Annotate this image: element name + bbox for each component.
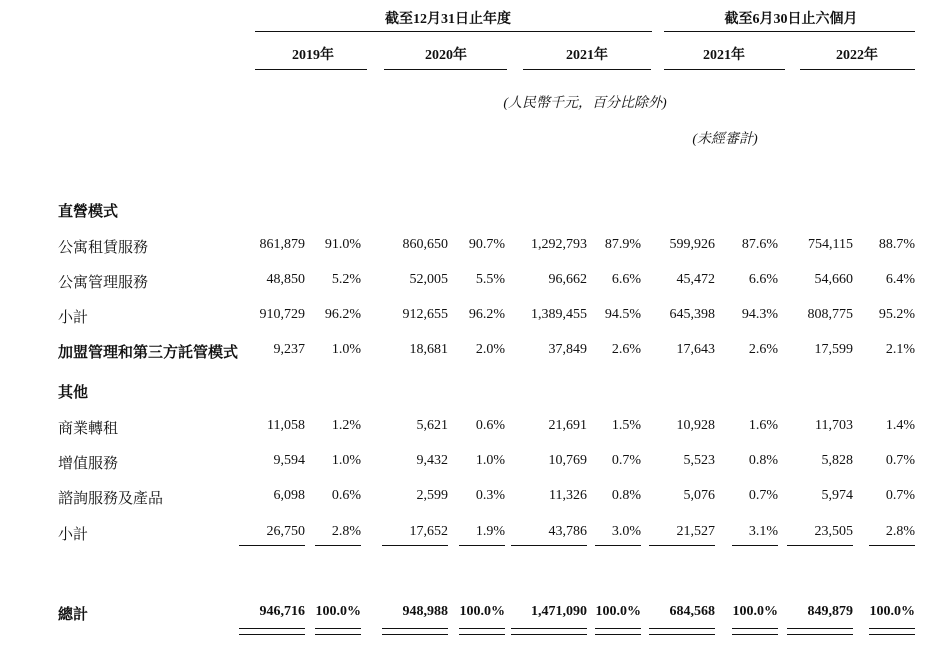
header-group2-rule	[664, 31, 915, 32]
total-2021h1-pct: 100.0%	[732, 604, 778, 619]
cell-2019-amount: 48,850	[266, 272, 305, 287]
year-rule-2021-interim	[664, 69, 785, 70]
row-label: 商業轉租	[58, 421, 119, 437]
total-2020-amount: 948,988	[402, 604, 448, 619]
cell-2019-amount: 9,594	[273, 453, 305, 468]
header-year-2022: 2022年	[836, 48, 878, 63]
cell-2020-pct: 1.0%	[475, 453, 505, 468]
total-double-underline-top	[869, 628, 915, 629]
cell-2019-amount: 9,237	[273, 342, 305, 357]
total-double-underline-bottom	[787, 634, 853, 635]
total-double-underline-bottom	[869, 634, 915, 635]
total-double-underline-top	[315, 628, 361, 629]
header-year-2021: 2021年	[566, 48, 608, 63]
cell-2021-amount: 37,849	[548, 342, 587, 357]
subtotal-underline	[459, 545, 505, 546]
cell-2022h1-amount: 54,660	[814, 272, 853, 287]
cell-2019-amount: 26,750	[266, 524, 305, 539]
cell-2019-amount: 6,098	[273, 488, 305, 503]
cell-2020-pct: 0.3%	[475, 488, 505, 503]
year-rule-2022	[800, 69, 915, 70]
row-label: 公寓管理服務	[58, 275, 149, 291]
cell-2020-amount: 860,650	[402, 237, 448, 252]
subtotal-underline	[787, 545, 853, 546]
total-double-underline-top	[787, 628, 853, 629]
cell-2020-amount: 17,652	[409, 524, 448, 539]
cell-2022h1-amount: 808,775	[807, 307, 853, 322]
header-year-2021-interim: 2021年	[703, 48, 745, 63]
cell-2022h1-pct: 2.8%	[885, 524, 915, 539]
cell-2021h1-pct: 94.3%	[741, 307, 778, 322]
cell-2021h1-amount: 645,398	[669, 307, 715, 322]
cell-2022h1-amount: 11,703	[815, 418, 853, 433]
cell-2019-pct: 1.2%	[331, 418, 361, 433]
cell-2022h1-amount: 5,828	[821, 453, 853, 468]
cell-2021h1-pct: 0.7%	[748, 488, 778, 503]
total-double-underline-bottom	[732, 634, 778, 635]
cell-2021-amount: 1,292,793	[531, 237, 587, 252]
header-year-2019: 2019年	[292, 48, 334, 63]
cell-2019-amount: 861,879	[259, 237, 305, 252]
cell-2020-amount: 9,432	[416, 453, 448, 468]
total-2019-amount: 946,716	[259, 604, 305, 619]
row-label: 諮詢服務及產品	[58, 491, 164, 507]
total-double-underline-top	[459, 628, 505, 629]
cell-2022h1-pct: 0.7%	[885, 453, 915, 468]
cell-2021h1-pct: 3.1%	[748, 524, 778, 539]
cell-2021h1-amount: 45,472	[676, 272, 715, 287]
cell-2020-pct: 1.9%	[475, 524, 505, 539]
cell-2022h1-pct: 1.4%	[885, 418, 915, 433]
cell-2021-amount: 11,326	[549, 488, 587, 503]
cell-2021-pct: 0.8%	[611, 488, 641, 503]
cell-2021-pct: 87.9%	[604, 237, 641, 252]
cell-2020-amount: 2,599	[416, 488, 448, 503]
total-double-underline-bottom	[595, 634, 641, 635]
cell-2021-pct: 3.0%	[611, 524, 641, 539]
subtotal-underline	[382, 545, 448, 546]
total-2021-pct: 100.0%	[595, 604, 641, 619]
year-rule-2020	[384, 69, 507, 70]
cell-2021-pct: 6.6%	[611, 272, 641, 287]
cell-2019-pct: 1.0%	[331, 453, 361, 468]
unit-note: (人民幣千元，百分比除外)	[503, 96, 667, 111]
total-label: 總計	[58, 607, 89, 623]
total-double-underline-bottom	[382, 634, 448, 635]
header-group-year-ended: 截至12月31日止年度	[385, 12, 511, 27]
total-2022h1-amount: 849,879	[807, 604, 853, 619]
header-year-2020: 2020年	[425, 48, 467, 63]
unaudited-note: (未經審計)	[692, 132, 758, 147]
cell-2019-amount: 11,058	[267, 418, 305, 433]
total-2021h1-amount: 684,568	[669, 604, 715, 619]
cell-2021h1-pct: 87.6%	[741, 237, 778, 252]
cell-2021h1-amount: 21,527	[676, 524, 715, 539]
row-label: 其他	[58, 385, 89, 401]
cell-2022h1-amount: 17,599	[814, 342, 853, 357]
subtotal-underline	[511, 545, 587, 546]
cell-2020-amount: 18,681	[409, 342, 448, 357]
cell-2019-pct: 5.2%	[331, 272, 361, 287]
cell-2021-amount: 96,662	[548, 272, 587, 287]
cell-2020-pct: 5.5%	[475, 272, 505, 287]
year-rule-2021	[523, 69, 651, 70]
total-double-underline-bottom	[511, 634, 587, 635]
total-double-underline-bottom	[459, 634, 505, 635]
cell-2022h1-pct: 6.4%	[885, 272, 915, 287]
subtotal-underline	[649, 545, 715, 546]
cell-2021-amount: 10,769	[548, 453, 587, 468]
total-double-underline-top	[595, 628, 641, 629]
cell-2022h1-amount: 754,115	[808, 237, 853, 252]
cell-2021h1-amount: 5,076	[683, 488, 715, 503]
cell-2022h1-pct: 88.7%	[878, 237, 915, 252]
total-double-underline-top	[649, 628, 715, 629]
total-double-underline-bottom	[239, 634, 305, 635]
cell-2021-pct: 0.7%	[611, 453, 641, 468]
total-2019-pct: 100.0%	[315, 604, 361, 619]
total-double-underline-top	[511, 628, 587, 629]
cell-2020-pct: 2.0%	[475, 342, 505, 357]
subtotal-underline	[869, 545, 915, 546]
cell-2021h1-amount: 17,643	[676, 342, 715, 357]
cell-2021-amount: 1,389,455	[531, 307, 587, 322]
cell-2020-pct: 96.2%	[468, 307, 505, 322]
header-group-six-months: 截至6月30日止六個月	[724, 12, 858, 27]
cell-2021-pct: 94.5%	[604, 307, 641, 322]
row-label: 直營模式	[58, 204, 119, 220]
cell-2019-pct: 96.2%	[324, 307, 361, 322]
total-double-underline-top	[732, 628, 778, 629]
cell-2021-pct: 1.5%	[611, 418, 641, 433]
cell-2019-amount: 910,729	[259, 307, 305, 322]
cell-2022h1-pct: 0.7%	[885, 488, 915, 503]
subtotal-underline	[315, 545, 361, 546]
row-label: 公寓租賃服務	[58, 240, 149, 256]
row-label: 增值服務	[58, 456, 119, 472]
total-2021-amount: 1,471,090	[531, 604, 587, 619]
total-double-underline-bottom	[315, 634, 361, 635]
total-2020-pct: 100.0%	[459, 604, 505, 619]
total-double-underline-bottom	[649, 634, 715, 635]
cell-2021-amount: 21,691	[548, 418, 587, 433]
total-double-underline-top	[382, 628, 448, 629]
row-label: 加盟管理和第三方託管模式	[58, 345, 239, 361]
cell-2019-pct: 0.6%	[331, 488, 361, 503]
row-label: 小計	[58, 310, 89, 326]
cell-2021h1-amount: 5,523	[683, 453, 715, 468]
row-label: 小計	[58, 527, 89, 543]
cell-2022h1-amount: 5,974	[821, 488, 853, 503]
cell-2020-pct: 90.7%	[468, 237, 505, 252]
subtotal-underline	[595, 545, 641, 546]
cell-2022h1-pct: 2.1%	[885, 342, 915, 357]
cell-2019-pct: 1.0%	[331, 342, 361, 357]
total-2022h1-pct: 100.0%	[869, 604, 915, 619]
cell-2021h1-amount: 10,928	[676, 418, 715, 433]
cell-2020-amount: 5,621	[416, 418, 448, 433]
cell-2020-amount: 52,005	[409, 272, 448, 287]
cell-2020-amount: 912,655	[402, 307, 448, 322]
cell-2021-pct: 2.6%	[611, 342, 641, 357]
subtotal-underline	[239, 545, 305, 546]
cell-2021h1-pct: 0.8%	[748, 453, 778, 468]
year-rule-2019	[255, 69, 367, 70]
cell-2021h1-pct: 6.6%	[748, 272, 778, 287]
cell-2021h1-pct: 1.6%	[748, 418, 778, 433]
total-double-underline-top	[239, 628, 305, 629]
header-group1-rule	[255, 31, 652, 32]
cell-2020-pct: 0.6%	[475, 418, 505, 433]
cell-2021h1-amount: 599,926	[669, 237, 715, 252]
cell-2019-pct: 2.8%	[331, 524, 361, 539]
cell-2022h1-amount: 23,505	[814, 524, 853, 539]
cell-2021-amount: 43,786	[548, 524, 587, 539]
cell-2021h1-pct: 2.6%	[748, 342, 778, 357]
cell-2019-pct: 91.0%	[324, 237, 361, 252]
subtotal-underline	[732, 545, 778, 546]
cell-2022h1-pct: 95.2%	[878, 307, 915, 322]
